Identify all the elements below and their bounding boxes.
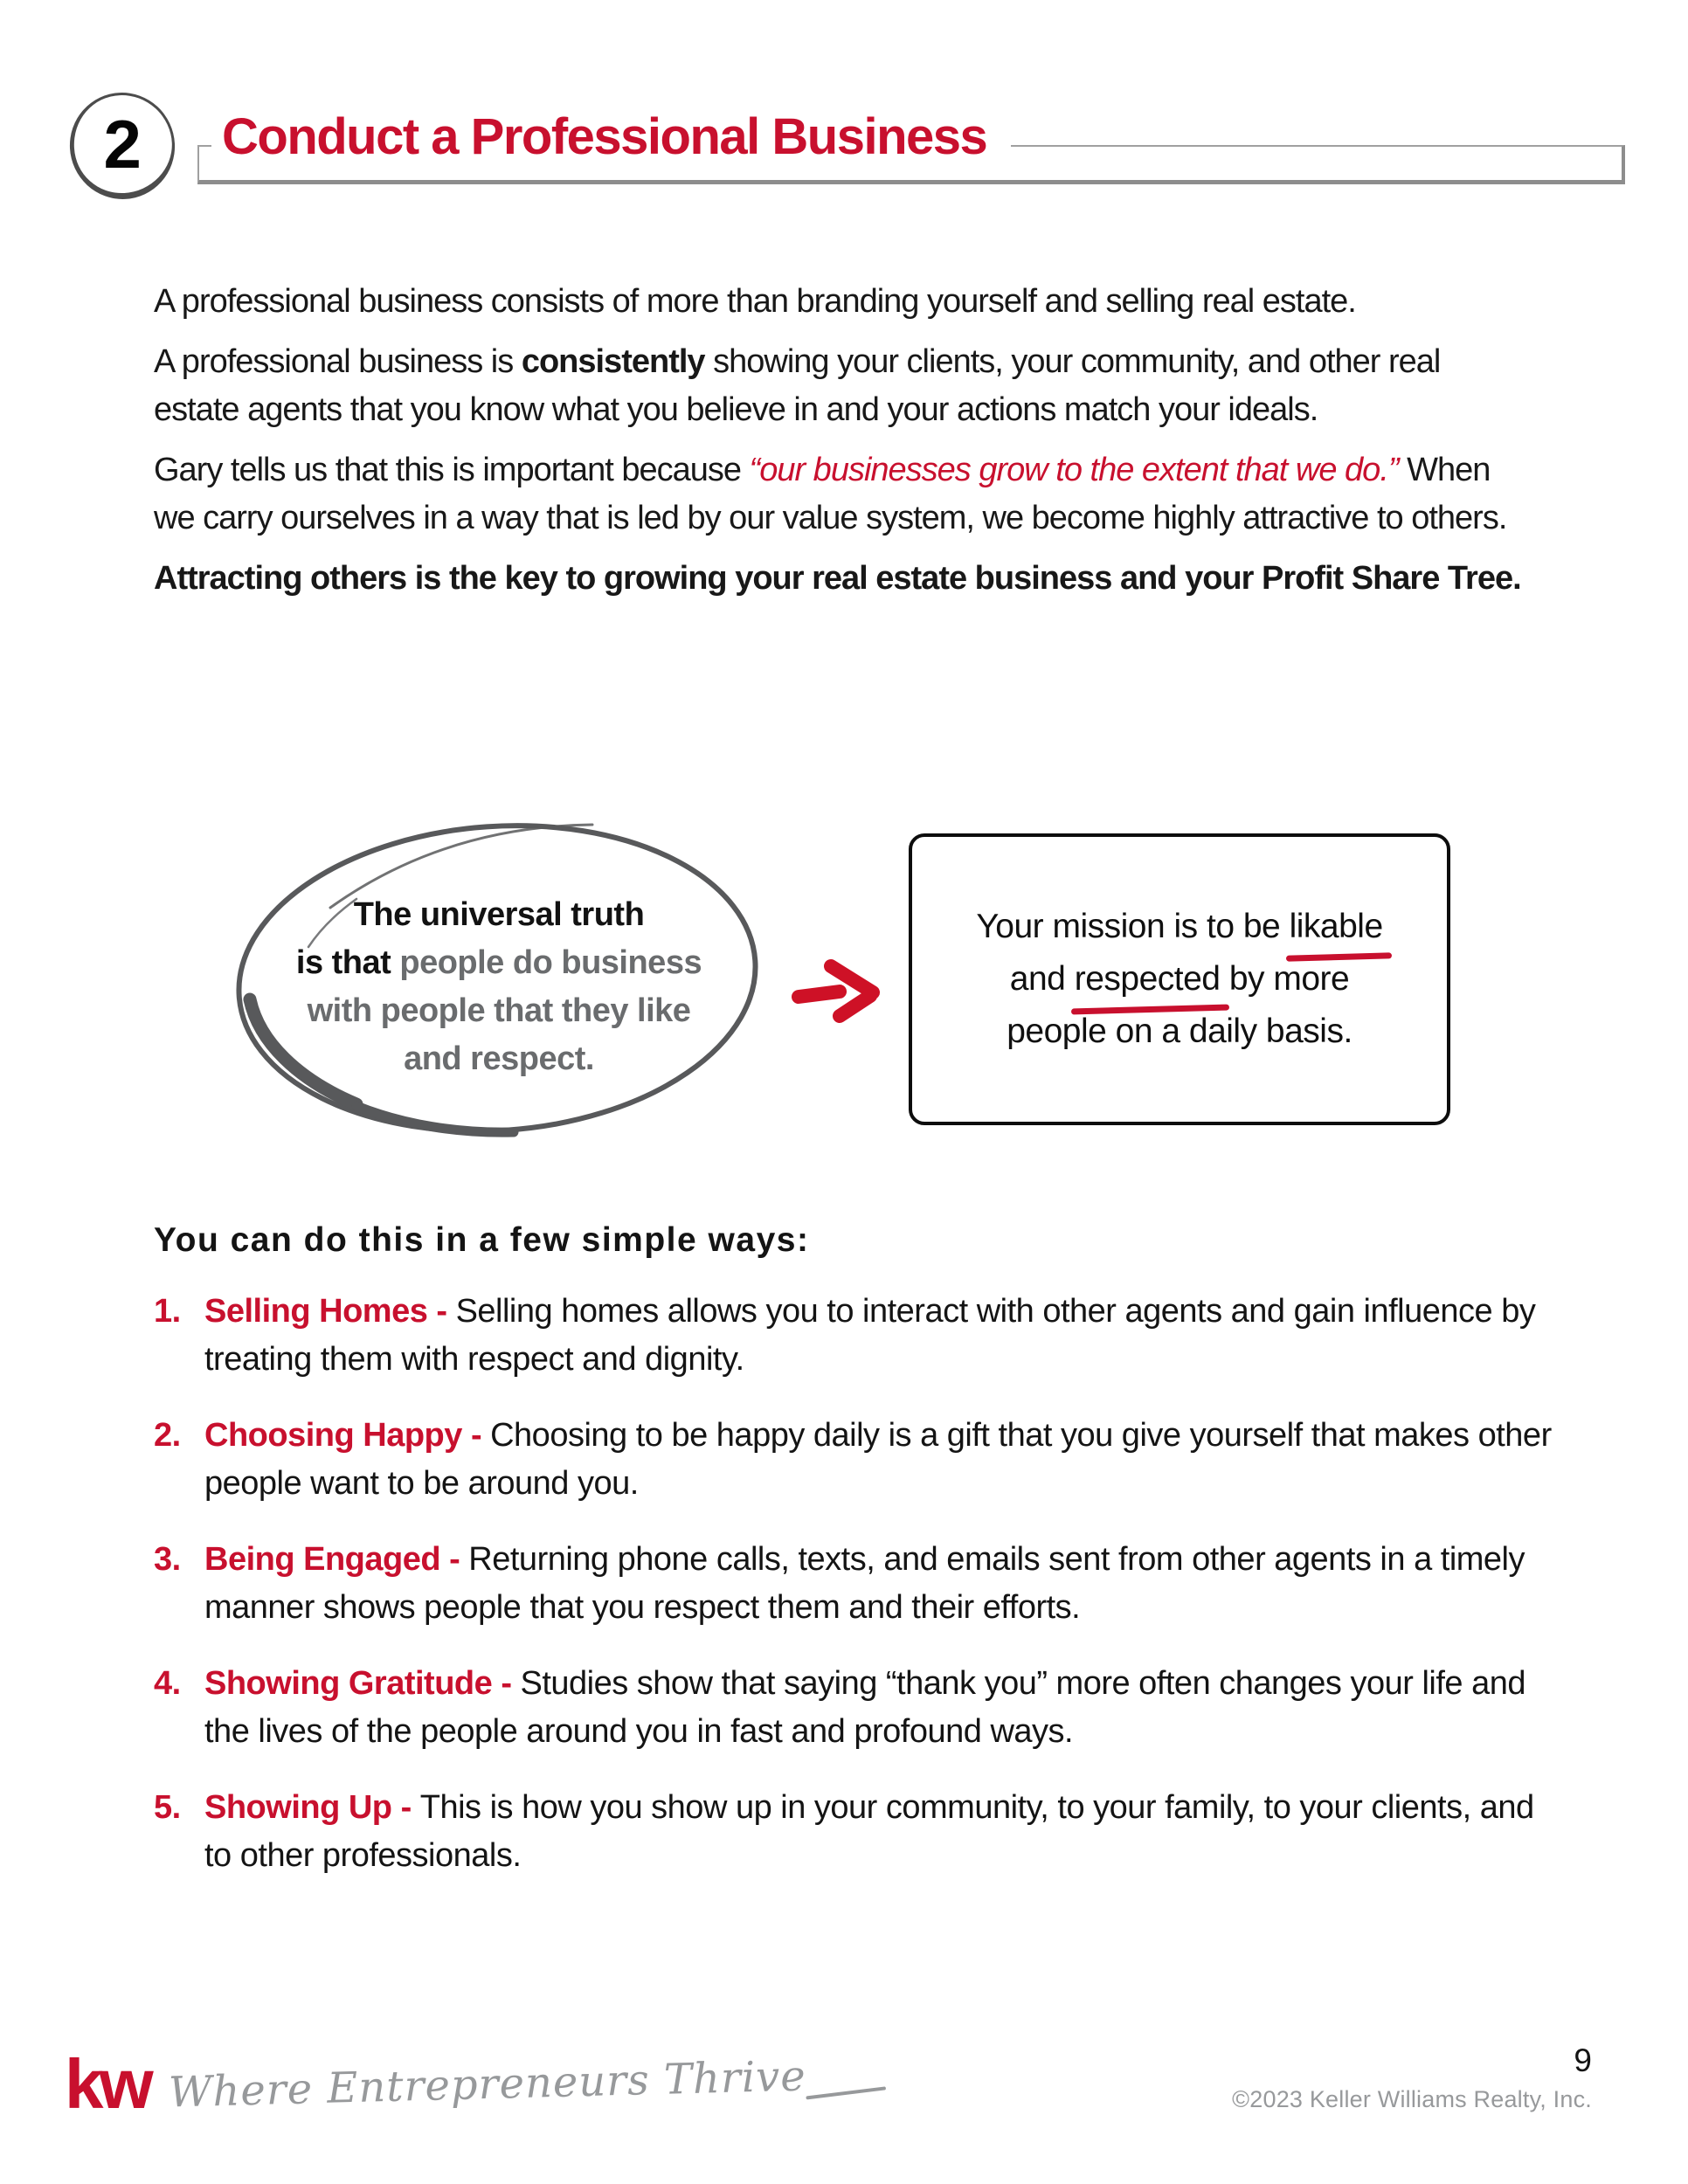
hand-drawn-arrow-icon	[791, 945, 889, 1029]
text-segment: Your mission is to be	[976, 908, 1290, 945]
text-segment: people on a daily basis.	[1007, 1013, 1352, 1050]
list-item-text	[204, 1660, 1552, 1756]
page-number: 9	[1574, 2042, 1592, 2078]
oval-text-line	[267, 939, 730, 987]
list-item-number: 1.	[154, 1293, 181, 1330]
list-item-text	[204, 1784, 1552, 1880]
list-item-label: Being Engaged -	[204, 1541, 460, 1578]
list-item	[154, 1660, 1552, 1756]
chapter-number-badge	[59, 81, 186, 210]
list-item-text	[204, 1412, 1552, 1508]
text-segment: is that	[295, 944, 400, 981]
list-item-label: Selling Homes -	[204, 1293, 447, 1330]
list-item-label: Choosing Happy -	[204, 1417, 482, 1454]
text-segment: likable	[1290, 901, 1383, 953]
list-item-number: 4.	[154, 1665, 181, 1702]
callout-row	[0, 812, 1688, 1153]
text-segment: A professional business consists of more than branding yourself and selling real estate.	[154, 283, 1356, 320]
list-item-number: 3.	[154, 1541, 181, 1578]
chapter-number: 2	[103, 105, 142, 183]
universal-truth-oval	[225, 816, 769, 1141]
page-meta	[1232, 2042, 1592, 2113]
mission-box	[909, 833, 1450, 1125]
oval-text-line	[267, 987, 730, 1035]
list-item	[154, 1784, 1552, 1880]
text-segment: Gary tells us that this is important because	[154, 452, 750, 488]
kw-logo: kw	[65, 2045, 149, 2123]
list-item-body: Selling homes allows you to interact with other agents and gain influence by treating them with respect and dignity.	[204, 1293, 1536, 1378]
list-item-text	[204, 1536, 1552, 1632]
text-segment: with people that they like	[307, 992, 691, 1029]
tagline-flourish-line	[806, 2086, 887, 2099]
text-segment: consistently	[521, 343, 705, 380]
list-item	[154, 1288, 1552, 1384]
footer-logo-lockup	[65, 2045, 885, 2123]
list-item-label: Showing Gratitude -	[204, 1665, 512, 1702]
list-item	[154, 1412, 1552, 1508]
list-item-number: 5.	[154, 1789, 181, 1826]
paragraph	[154, 555, 1521, 603]
oval-text	[267, 891, 730, 1083]
paragraph	[154, 446, 1521, 543]
text-segment: respected	[1075, 953, 1221, 1006]
text-segment: Attracting others is the key to growing your real estate business and your Profit Share Tree.	[154, 560, 1521, 597]
list-item-label: Showing Up -	[204, 1789, 412, 1826]
list-item-text	[204, 1288, 1552, 1384]
text-segment: A professional business is	[154, 343, 522, 380]
text-segment: and respect.	[404, 1040, 594, 1077]
mission-text-line	[976, 901, 1382, 953]
oval-text-line	[267, 891, 730, 939]
text-segment: people do business	[399, 944, 702, 981]
list-item-body: Choosing to be happy daily is a gift that you give yourself that makes other people want to be around you.	[204, 1417, 1552, 1502]
page-title: Conduct a Professional Business	[211, 108, 1011, 174]
list-item-body: This is how you show up in your community, to your family, to your clients, and to other professionals.	[204, 1789, 1534, 1874]
list-item-number: 2.	[154, 1417, 181, 1454]
mission-text-line	[1007, 1006, 1352, 1058]
copyright-text: ©2023 Keller Williams Realty, Inc.	[1232, 2086, 1592, 2112]
kw-tagline: Where Entrepreneurs Thrive	[168, 2051, 807, 2118]
text-segment: by more	[1220, 960, 1350, 998]
text-segment: showing your clients, your community, and other real estate agents that you know what you believe in and your actions match your ideals.	[154, 343, 1441, 428]
oval-text-line	[267, 1035, 730, 1083]
list-item-body: Returning phone calls, texts, and emails sent from other agents in a timely manner shows people that you respect them and their efforts.	[204, 1541, 1525, 1626]
text-segment: The universal truth	[353, 896, 645, 933]
list-item-body: Studies show that saying “thank you” more often changes your life and the lives of the people around you in fast and profound ways.	[204, 1665, 1525, 1750]
list-item	[154, 1536, 1552, 1632]
text-segment: When we carry ourselves in a way that is led by our value system, we become highly attractive to others.	[154, 452, 1507, 536]
ways-list	[154, 1288, 1552, 1908]
text-segment: and	[1009, 960, 1075, 998]
paragraph	[154, 338, 1521, 434]
paragraph	[154, 278, 1521, 326]
intro-section	[154, 278, 1521, 615]
ways-heading: You can do this in a few simple ways:	[154, 1221, 810, 1259]
text-segment: “our businesses grow to the extent that we do.”	[749, 452, 1399, 488]
